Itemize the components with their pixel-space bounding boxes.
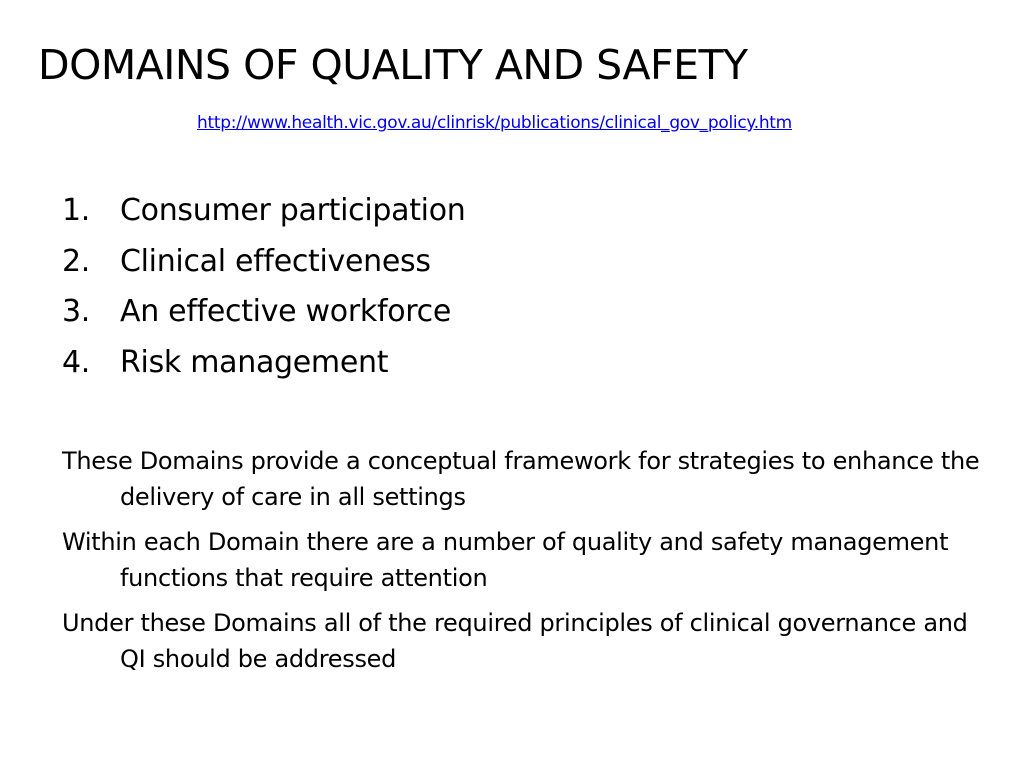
- domain-item: [62, 237, 466, 288]
- domain-number: 4.: [62, 344, 91, 380]
- statements-block: [62, 443, 982, 686]
- domain-label: An effective workforce: [120, 294, 451, 329]
- slide-title: DOMAINS OF QUALITY AND SAFETY: [38, 41, 748, 89]
- source-link[interactable]: http://www.health.vic.gov.au/clinrisk/publications/clinical_gov_policy.htm: [197, 113, 792, 133]
- domain-number: 2.: [62, 243, 91, 279]
- statement-principles: Under these Domains all of the required principles of clinical governance and QI should be addressed: [62, 609, 968, 673]
- domain-label: Clinical effectiveness: [120, 243, 431, 279]
- statement-framework: These Domains provide a conceptual framework for strategies to enhance the delivery of care in all settings: [62, 447, 980, 511]
- domain-list: [62, 186, 466, 388]
- domain-item: [62, 338, 466, 389]
- domain-item: [62, 287, 466, 338]
- domain-item: [62, 186, 466, 237]
- domain-number: 3.: [62, 294, 91, 329]
- domain-label: Risk management: [120, 344, 389, 380]
- domain-number: 1.: [62, 193, 91, 228]
- domain-label: Consumer participation: [120, 193, 466, 228]
- statement-functions: Within each Domain there are a number of quality and safety management functions that require attention: [62, 528, 949, 592]
